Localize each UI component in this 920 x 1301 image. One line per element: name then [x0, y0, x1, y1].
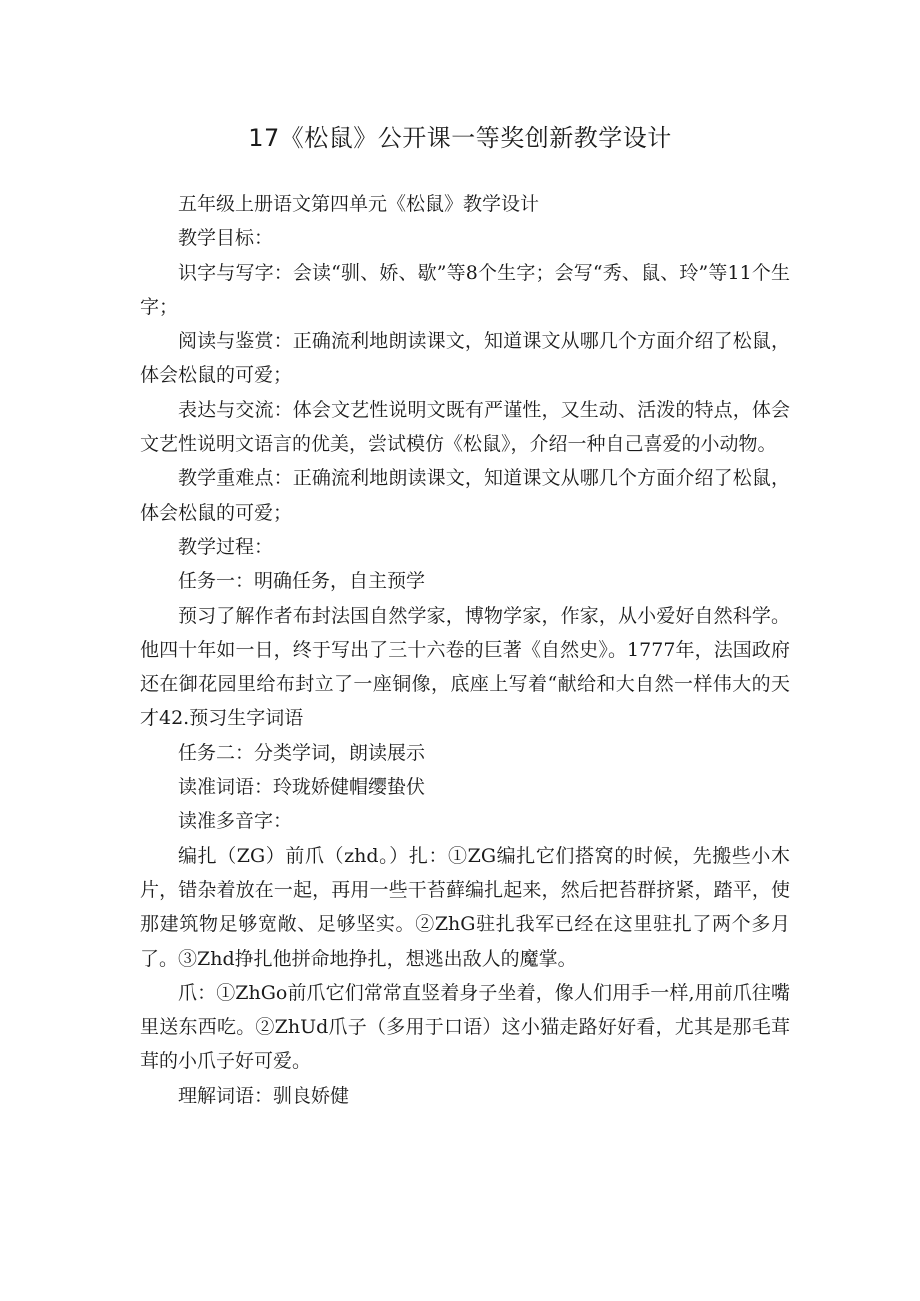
paragraph-polyphone-zhua: 爪：①ZhGo前爪它们常常直竖着身子坐着，像人们用手一样,用前爪往嘴里送东西吃。②ZhUd爪子（多用于口语）这小猫走路好好看，尤其是那毛茸茸的小爪子好可爱。: [140, 981, 790, 1073]
paragraph-objectives-heading: 教学目标：: [178, 227, 274, 250]
paragraph-author-intro: 预习了解作者布封法国自然学家，博物学家，作家，从小爱好自然科学。他四十年如一日，终于写出了三十六卷的巨著《自然史》。1777年，法国政府还在御花园里给布封立了一座铜像，底座上写着“献给和大自然一样伟大的天才42.预习生字词语: [140, 604, 790, 730]
paragraph-key-points: 教学重难点：正确流利地朗读课文，知道课文从哪几个方面介绍了松鼠，体会松鼠的可爱；: [140, 467, 790, 524]
paragraph-reading-goal: 阅读与鉴赏：正确流利地朗读课文，知道课文从哪几个方面介绍了松鼠，体会松鼠的可爱；: [140, 330, 790, 387]
paragraph-polyphones-heading: 读准多音字：: [178, 810, 293, 833]
paragraph-unit-heading: 五年级上册语文第四单元《松鼠》教学设计: [178, 193, 540, 215]
paragraph-process-heading: 教学过程：: [178, 535, 274, 558]
paragraph-literacy-goal: 识字与写字：会读“驯、娇、歇”等8个生字；会写“秀、鼠、玲”等11个生字；: [140, 261, 790, 318]
paragraph-polyphone-zha: 编扎（ZG）前爪（zhd。）扎：①ZG编扎它们搭窝的时候，先搬些小木片，错杂着放在一起，再用一些干苔藓编扎起来，然后把苔群挤紧，踏平，使那建筑物足够宽敞、足够坚实。②ZhG驻扎我军已经在这里驻扎了两个多月了。③Zhd挣扎他拼命地挣扎，想逃出敌人的魔掌。: [140, 844, 790, 970]
paragraph-task-two: 任务二：分类学词，朗读展示: [178, 741, 426, 764]
document-title: 17《松鼠》公开课一等奖创新教学设计: [248, 124, 672, 152]
paragraph-read-words: 读准词语：玲珑娇健帽缨蛰伏: [178, 776, 426, 799]
paragraph-task-one: 任务一：明确任务，自主预学: [178, 570, 426, 593]
paragraph-expression-goal: 表达与交流：体会文艺性说明文既有严谨性，又生动、活泼的特点，体会文艺性说明文语言的优美，尝试模仿《松鼠》，介绍一种自己喜爱的小动物。: [140, 398, 790, 456]
paragraph-understand-words: 理解词语：驯良娇健: [178, 1084, 350, 1107]
document-body: [140, 187, 790, 1113]
